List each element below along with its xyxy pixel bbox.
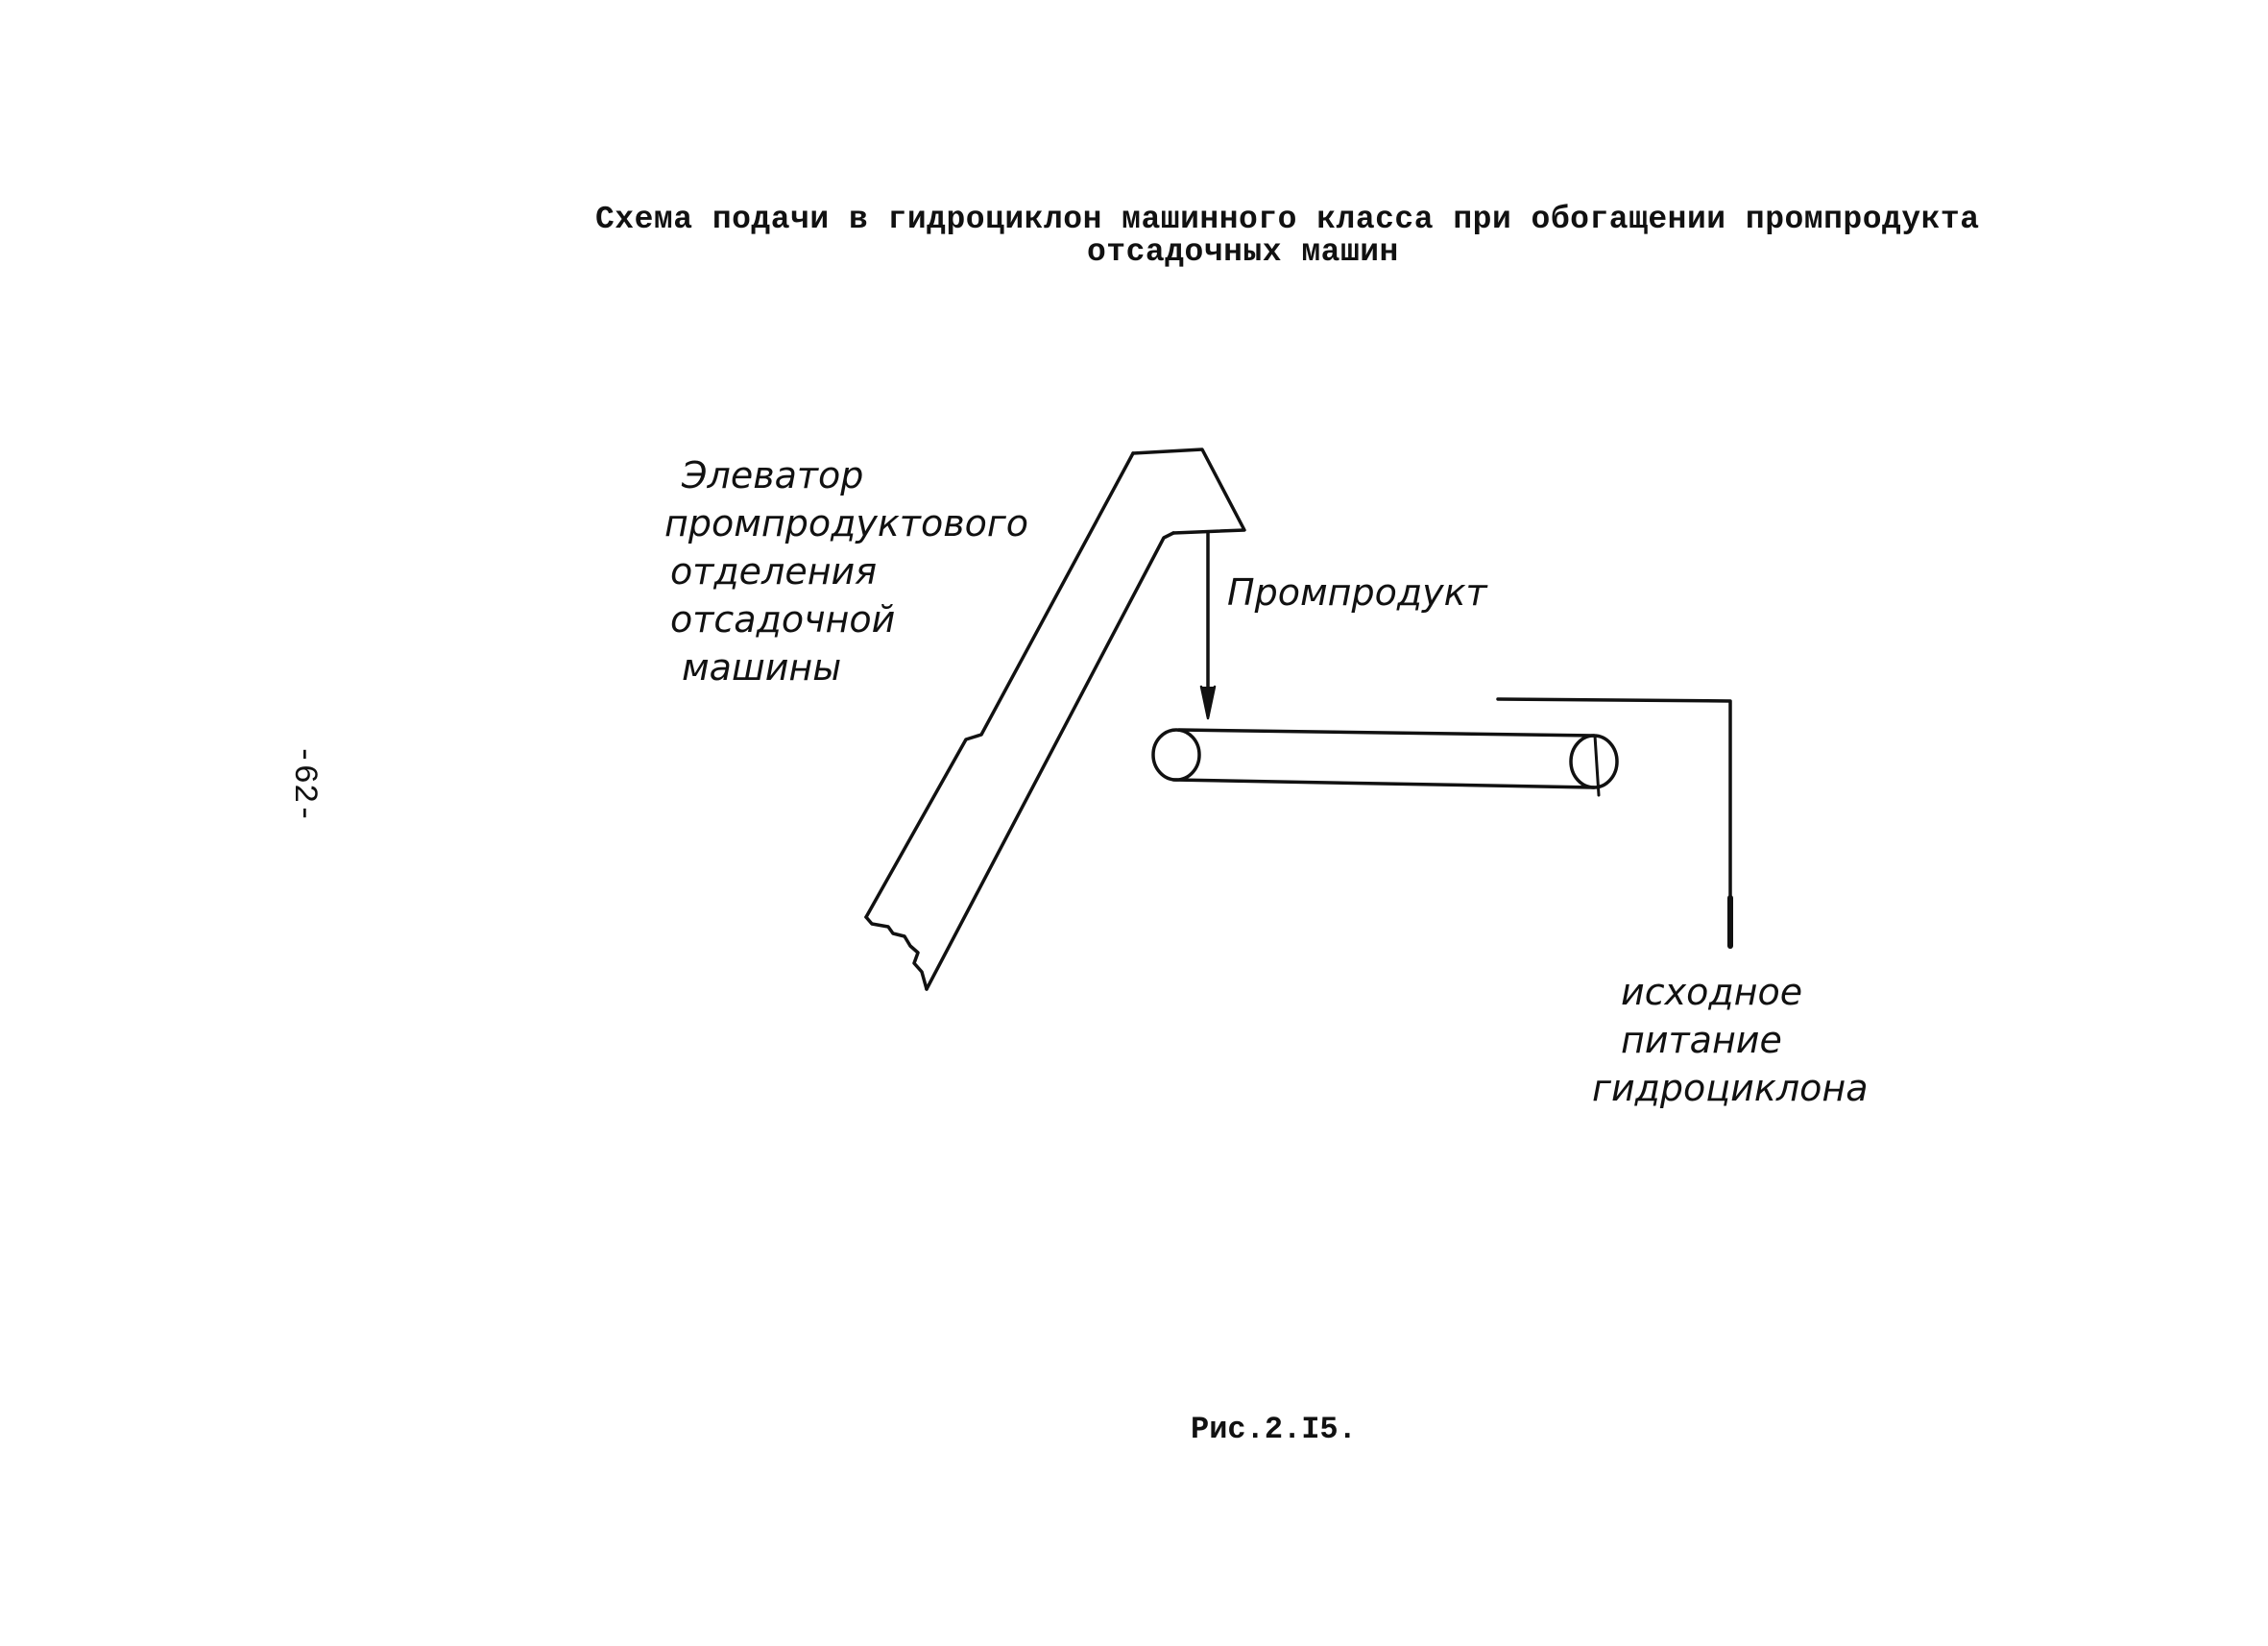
feed-label-line: питание <box>1621 1019 1782 1061</box>
feed-label-line: гидроциклона <box>1592 1067 1869 1109</box>
page-number: -62- <box>284 744 322 823</box>
diagram-title-line-2: отсадочных машин <box>1087 234 1399 270</box>
feed-label-line: исходное <box>1621 971 1803 1013</box>
elevator-label-line: Элеватор <box>682 454 864 496</box>
elevator-head <box>1133 449 1244 533</box>
diagram-title-line-1: Схема подачи в гидроциклон машинного класса при обогащении промпродукта <box>595 202 1980 237</box>
middling-product-arrow <box>1201 533 1215 718</box>
belt-conveyor <box>1153 730 1617 795</box>
conveyor-right-pulley <box>1571 736 1617 787</box>
middling-product-label: Промпродукт <box>1227 571 1487 614</box>
elevator-label-line: отделения <box>670 550 878 593</box>
elevator-label <box>664 451 1028 691</box>
elevator-label-line: промпродуктового <box>664 502 1029 545</box>
hydrocyclone-feed-label <box>1592 968 1869 1112</box>
conveyor-left-pulley <box>1153 730 1199 780</box>
figure-caption: Рис.2.I5. <box>1191 1412 1357 1447</box>
elevator-broken-end <box>866 917 927 989</box>
elevator-label-line: отсадочной <box>670 598 896 641</box>
elevator-label-line: машины <box>682 646 842 689</box>
conveyor-top-run <box>1179 730 1594 736</box>
conveyor-bottom-run <box>1173 780 1594 787</box>
